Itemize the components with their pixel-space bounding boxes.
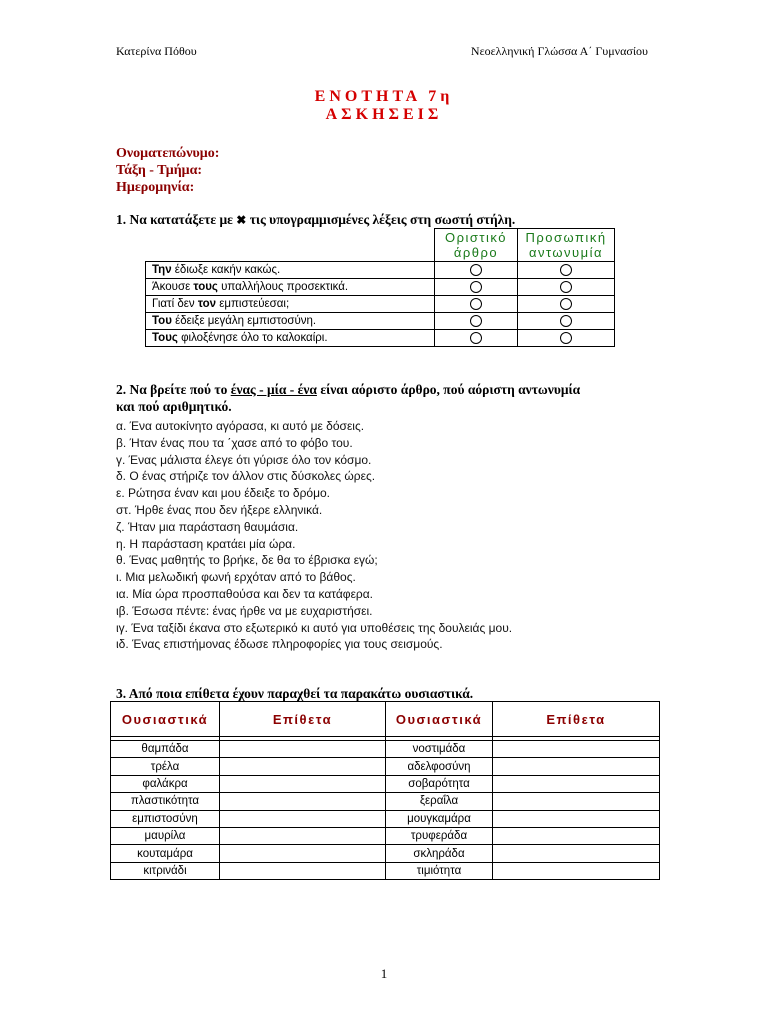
pronoun-choice-cell[interactable] [518, 296, 615, 313]
adjective-answer-cell[interactable] [493, 775, 660, 792]
list-item: ζ. Ήταν μια παράσταση θαυμάσια. [116, 519, 299, 534]
adjective-answer-cell[interactable] [220, 775, 386, 792]
noun-cell: νοστιμάδα [386, 741, 493, 758]
adjective-answer-cell[interactable] [220, 862, 386, 879]
exercise2-instruction: 2. Να βρείτε πού το ένας - μία - ένα είναι αόριστο άρθρο, πού αόριστη αντωνυμία και πού αριθμητικό. [116, 382, 581, 414]
unit-title: ΕΝΟΤΗΤΑ 7η [314, 88, 454, 105]
sentence-cell: Του έδειξε μεγάλη εμπιστοσύνη. [146, 313, 435, 330]
underlined-word: Την [152, 264, 172, 276]
adjective-answer-cell[interactable] [220, 741, 386, 758]
adjective-answer-cell[interactable] [493, 845, 660, 862]
noun-cell: σκληράδα [386, 845, 493, 862]
col-personal-pronoun: Προσωπική αντωνυμία [518, 229, 615, 262]
noun-cell: μαυρίλα [111, 827, 220, 844]
student-fields [116, 145, 219, 196]
list-item: η. Η παράσταση κρατάει μία ώρα. [116, 536, 296, 551]
sentence-cell: Άκουσε τους υπαλλήλους προσεκτικά. [146, 279, 435, 296]
adjective-answer-cell[interactable] [493, 758, 660, 775]
radio-circle-icon[interactable] [560, 315, 572, 327]
col-adjectives-2: Επίθετα [493, 702, 660, 737]
noun-cell: σοβαρότητα [386, 775, 493, 792]
underlined-word: τον [197, 298, 217, 310]
list-item: δ. Ο ένας στήριζε τον άλλον στις δύσκολες ώρες. [116, 469, 376, 484]
radio-circle-icon[interactable] [470, 298, 482, 310]
noun-cell: κουταμάρα [111, 845, 220, 862]
radio-circle-icon[interactable] [470, 281, 482, 293]
list-item: α. Ένα αυτοκίνητο αγόρασα, κι αυτό με δόσεις. [116, 419, 365, 433]
col-definite-article: Οριστικό άρθρο [435, 229, 518, 262]
table-row [111, 741, 660, 758]
list-item: ιδ. Ένας επιστήμονας έδωσε πληροφορίες για τους σεισμούς. [116, 637, 443, 652]
article-choice-cell[interactable] [435, 279, 518, 296]
noun-cell: πλαστικότητα [111, 793, 220, 810]
list-item: θ. Ένας μαθητής το βρήκε, δε θα το έβρισκα εγώ; [116, 553, 378, 568]
table-row [111, 793, 660, 810]
pronoun-choice-cell[interactable] [518, 279, 615, 296]
table-row [146, 330, 615, 347]
exercise1-instruction: 1. Να κατατάξετε με ✖ τις υπογραμμισμένες λέξεις στη σωστή στήλη. [116, 212, 516, 227]
radio-circle-icon[interactable] [560, 298, 572, 310]
list-item: β. Ήταν ένας που τα ΄χασε από το φόβο του. [116, 435, 353, 450]
noun-adjective-table [110, 701, 660, 880]
table-row [111, 827, 660, 844]
exercise3-instruction: 3. Από ποια επίθετα έχουν παραχθεί τα παρακάτω ουσιαστικά. [116, 686, 474, 701]
table-row [146, 279, 615, 296]
underlined-word: τους [193, 281, 218, 293]
table-row [146, 313, 615, 330]
class-field-label: Τάξη - Τμήμα: [116, 163, 203, 178]
col-nouns-1: Ουσιαστικά [111, 702, 220, 737]
list-item: ιγ. Ένα ταξίδι έκανα στο εξωτερικό κι αυτό για υποθέσεις της δουλειάς μου. [116, 620, 513, 635]
noun-cell: μουγκαμάρα [386, 810, 493, 827]
list-item: ια. Μία ώρα προσπαθούσα και δεν τα κατάφερα. [116, 586, 374, 601]
underlined-word: Του [152, 315, 172, 327]
adjective-answer-cell[interactable] [220, 758, 386, 775]
noun-cell: φαλάκρα [111, 775, 220, 792]
col-adjectives-1: Επίθετα [220, 702, 386, 737]
article-choice-cell[interactable] [435, 313, 518, 330]
sentence-cell: Γιατί δεν τον εμπιστεύεσαι; [146, 296, 435, 313]
noun-cell: τρέλα [111, 758, 220, 775]
article-choice-cell[interactable] [435, 262, 518, 279]
pronoun-choice-cell[interactable] [518, 330, 615, 347]
adjective-answer-cell[interactable] [493, 862, 660, 879]
header-course: Νεοελληνική Γλώσσα Α΄ Γυμνασίου [470, 44, 648, 58]
adjective-answer-cell[interactable] [493, 810, 660, 827]
exercises-title: ΑΣΚΗΣΕΙΣ [325, 106, 443, 123]
table-row [111, 758, 660, 775]
sentence-cell: Τους φιλοξένησε όλο το καλοκαίρι. [146, 330, 435, 347]
cross-mark-icon: ✖ [236, 213, 247, 227]
table-header-row [146, 229, 615, 262]
adjective-answer-cell[interactable] [493, 741, 660, 758]
article-pronoun-table [145, 228, 615, 347]
adjective-answer-cell[interactable] [220, 827, 386, 844]
noun-cell: τιμιότητα [386, 862, 493, 879]
pronoun-choice-cell[interactable] [518, 313, 615, 330]
list-item: ι. Μια μελωδική φωνή ερχόταν από το βάθος. [116, 570, 356, 585]
list-item: ε. Ρώτησα έναν και μου έδειξε το δρόμο. [116, 486, 330, 501]
article-choice-cell[interactable] [435, 330, 518, 347]
article-choice-cell[interactable] [435, 296, 518, 313]
radio-circle-icon[interactable] [560, 332, 572, 344]
adjective-answer-cell[interactable] [220, 810, 386, 827]
table-row [146, 262, 615, 279]
table-row [111, 775, 660, 792]
noun-cell: ξεραΐλα [386, 793, 493, 810]
table-header-row [111, 702, 660, 737]
noun-cell: αδελφοσύνη [386, 758, 493, 775]
adjective-answer-cell[interactable] [493, 793, 660, 810]
list-item: γ. Ένας μάλιστα έλεγε ότι γύρισε όλο τον κόσμο. [116, 452, 372, 467]
page-number: 1 [380, 966, 388, 981]
noun-cell: τρυφεράδα [386, 827, 493, 844]
adjective-answer-cell[interactable] [220, 793, 386, 810]
table-row [111, 862, 660, 879]
radio-circle-icon[interactable] [470, 332, 482, 344]
radio-circle-icon[interactable] [560, 281, 572, 293]
date-field-label: Ημερομηνία: [116, 180, 195, 195]
underlined-word: Τους [152, 332, 178, 344]
exercise2-sentences [116, 418, 512, 653]
name-field-label: Ονοματεπώνυμο: [116, 146, 220, 161]
list-item: ιβ. Έσωσα πέντε: ένας ήρθε να με ευχαριστήσει. [116, 603, 373, 618]
list-item: στ. Ήρθε ένας που δεν ήξερε ελληνικά. [116, 502, 323, 517]
table-row [111, 810, 660, 827]
table-row [111, 845, 660, 862]
header-author: Κατερίνα Πόθου [116, 44, 197, 58]
radio-circle-icon[interactable] [470, 264, 482, 276]
radio-circle-icon[interactable] [560, 264, 572, 276]
col-nouns-2: Ουσιαστικά [386, 702, 493, 737]
pronoun-choice-cell[interactable] [518, 262, 615, 279]
noun-cell: εμπιστοσύνη [111, 810, 220, 827]
adjective-answer-cell[interactable] [220, 845, 386, 862]
sentence-cell: Την έδιωξε κακήν κακώς. [146, 262, 435, 279]
adjective-answer-cell[interactable] [493, 827, 660, 844]
table-row [146, 296, 615, 313]
noun-cell: κιτρινάδι [111, 862, 220, 879]
noun-cell: θαμπάδα [111, 741, 220, 758]
radio-circle-icon[interactable] [470, 315, 482, 327]
